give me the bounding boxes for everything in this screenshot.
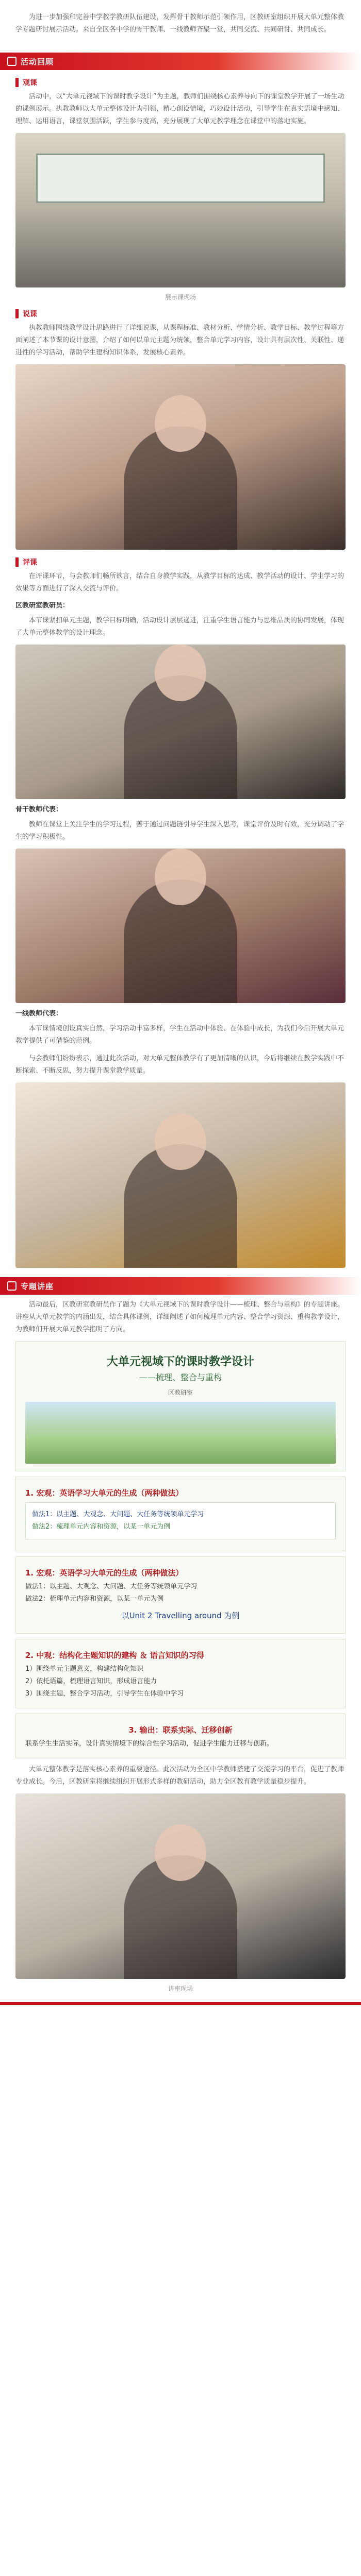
person-silhouette — [124, 879, 237, 1003]
tag-marker-icon — [15, 78, 19, 87]
photo-caption: 展示课现场 — [165, 294, 196, 301]
speaker-name: 一线教师代表： — [15, 1010, 63, 1018]
person-silhouette — [124, 1855, 237, 1979]
lecturer-photo — [15, 1793, 346, 1979]
slide-line: 做法1：以主题、大观念、大问题、大任务等统领单元学习 — [32, 1511, 204, 1518]
subsection-tag — [15, 557, 346, 567]
person-silhouette — [124, 1144, 237, 1268]
person-silhouette — [124, 426, 237, 550]
slide-line: 联系学生生活实际，设计真实情境下的综合性学习活动，促进学生能力迁移与创新。 — [25, 1740, 274, 1748]
slide-line: 3）围绕主题，整合学习活动，引导学生在体验中学习 — [25, 1690, 184, 1698]
slide-title: 大单元视域下的课时教学设计 — [106, 1355, 254, 1368]
section-header-lecture — [0, 1277, 361, 1295]
slide-line: 1）围绕单元主题意义，构建结构化知识 — [25, 1665, 144, 1673]
speaker-photo — [15, 1082, 346, 1268]
slide-macro-repeat — [15, 1556, 346, 1634]
slide-heading: 3. 输出：联系实际、迁移创新 — [128, 1725, 233, 1735]
slide-macro — [15, 1477, 346, 1551]
slide-meta: 区教研室 — [168, 1389, 193, 1396]
paragraph: 执教教师围绕教学设计思路进行了详细说课，从课程标准、教材分析、学情分析、教学目标、教学过程等方面阐述了本节课的设计意图，介绍了如何以单元主题为统领，整合单元学习内容，设计具有层次性、关联性、递进性的学习活动，帮助学生建构知识体系，发展核心素养。 — [15, 324, 344, 357]
section-square-icon — [7, 57, 17, 66]
subsection-tag — [15, 77, 346, 88]
tag-marker-icon — [15, 557, 19, 567]
paragraph: 本节课紧扣单元主题，教学目标明确，活动设计层层递进，注重学生语言能力与思维品质的协同发展，体现了大单元整体教学的设计理念。 — [15, 617, 344, 637]
slide-cover — [15, 1341, 346, 1471]
section-title: 活动回顾 — [21, 57, 54, 66]
paragraph: 活动最后，区教研室教研员作了题为《大单元视域下的课时教学设计——梳理、整合与重构》的专题讲座。讲座从大单元教学的内涵出发，结合具体课例，详细阐述了如何梳理单元内容、整合学习资源、重构教学设计，为教师们开展大单元教学指明了方向。 — [15, 1301, 344, 1333]
paragraph: 本节课情境创设真实自然，学习活动丰富多样，学生在活动中体验、在体验中成长，为我们今后开展大单元教学提供了可借鉴的范例。 — [15, 1025, 344, 1045]
slide-heading: 1. 宏观：英语学习大单元的生成（两种做法） — [25, 1568, 184, 1578]
slide-box — [25, 1502, 336, 1539]
slide-meso — [15, 1639, 346, 1708]
slide-output — [15, 1714, 346, 1758]
photo-caption: 讲座现场 — [168, 1985, 193, 1992]
teacher-photo — [15, 364, 346, 550]
intro-paragraph: 为进一步加强和完善中学教学教研队伍建设，发挥骨干教师示范引领作用，区教研室组织开展大单元整体教学专题研讨展示活动。来自全区各中学的骨干教师、一线教师齐聚一堂，共同交流、共同研讨、共同成长。 — [15, 13, 344, 33]
person-silhouette — [124, 675, 237, 799]
subsection-tag — [15, 309, 346, 319]
subsection-label: 评课 — [23, 558, 37, 567]
paragraph: 活动中，以“大单元视域下的课时教学设计”为主题，教师们围绕核心素养导向下的课堂教学开展了一场生动的课例展示。执教教师以大单元整体设计为引领，精心创设情境，巧妙设计活动，引导学生在真实语境中感知、理解、运用语言，课堂氛围活跃，学生参与度高，充分展现了大单元教学理念在课堂中的落地实施。 — [15, 93, 344, 125]
section-title: 专题讲座 — [21, 1281, 54, 1291]
section-header-review — [0, 53, 361, 70]
subsection-label: 观课 — [23, 79, 37, 87]
slide-line: 做法2：梳理单元内容和资源，以某一单元为例 — [25, 1595, 164, 1603]
footer-spacer — [0, 2005, 361, 2014]
slide-landscape-image — [25, 1402, 336, 1464]
subsection-label: 说课 — [23, 310, 37, 318]
slide-heading: 1. 宏观：英语学习大单元的生成（两种做法） — [25, 1488, 184, 1498]
classroom-photo — [15, 133, 346, 287]
slide-example: 以Unit 2 Travelling around 为例 — [121, 1611, 240, 1620]
slide-subtitle: ——梳理、整合与重构 — [139, 1372, 222, 1382]
speaker-name: 区教研室教研员： — [15, 602, 70, 609]
slide-line: 做法2：梳理单元内容和资源，以某一单元为例 — [32, 1523, 171, 1531]
slide-heading: 2. 中观：结构化主题知识的建构 ＆ 语言知识的习得 — [25, 1651, 204, 1660]
speaker-photo — [15, 849, 346, 1003]
closing-paragraph: 大单元整体教学是落实核心素养的重要途径。此次活动为全区中学教师搭建了交流学习的平台，促进了教师专业成长。今后，区教研室将继续组织开展形式多样的教研活动，助力全区教育教学质量稳步提升。 — [15, 1766, 344, 1786]
paragraph: 在评课环节，与会教师们畅所欲言，结合自身教学实践，从教学目标的达成、教学活动的设计、学生学习的效果等方面进行了深入交流与评价。 — [15, 572, 344, 592]
paragraph: 教师在课堂上关注学生的学习过程，善于通过问题链引导学生深入思考，课堂评价及时有效，充分调动了学生的学习积极性。 — [15, 821, 344, 841]
tag-marker-icon — [15, 309, 19, 318]
paragraph: 与会教师们纷纷表示，通过此次活动，对大单元整体教学有了更加清晰的认识，今后将继续在教学实践中不断探索、不断反思，努力提升课堂教学质量。 — [15, 1055, 344, 1075]
slide-line: 做法1：以主题、大观念、大问题、大任务等统领单元学习 — [25, 1583, 198, 1590]
slide-line: 2）依托语篇，梳理语言知识，形成语言能力 — [25, 1677, 157, 1685]
speaker-name: 骨干教师代表： — [15, 806, 63, 814]
speaker-photo — [15, 645, 346, 799]
section-square-icon — [7, 1281, 17, 1291]
